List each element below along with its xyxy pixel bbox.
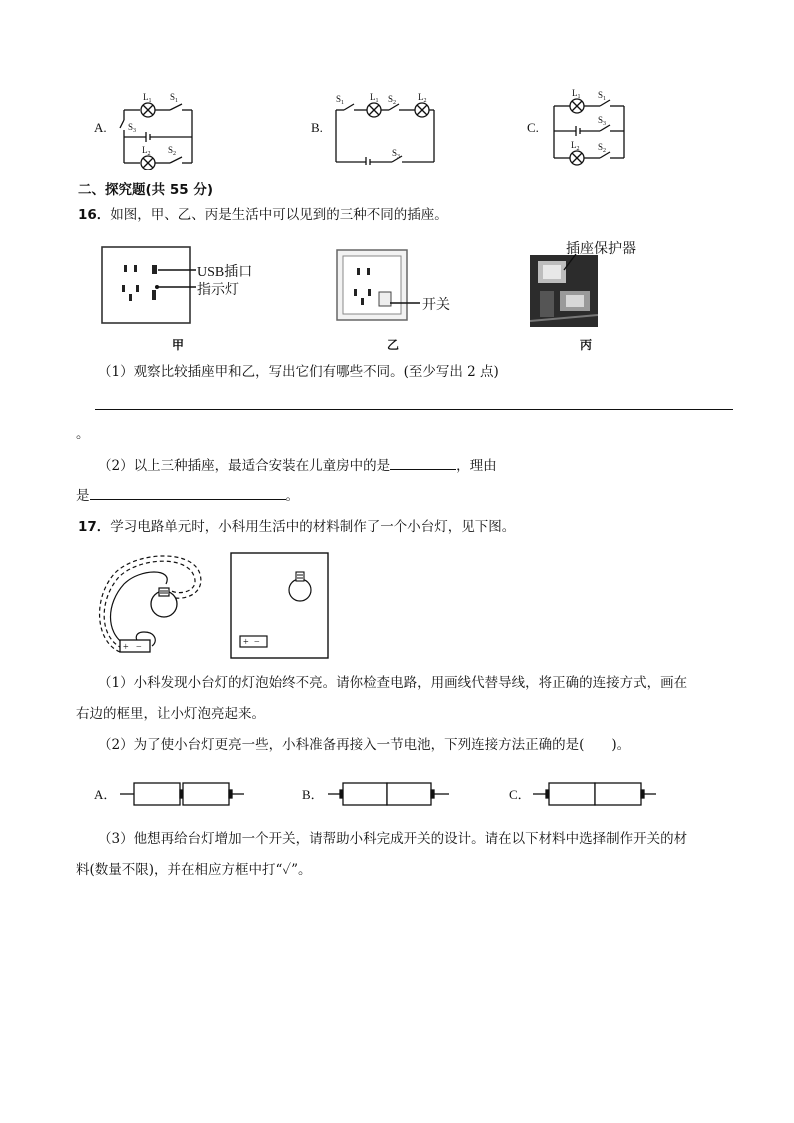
svg-text:L2: $L_2$ (418, 92, 427, 104)
question-text: 学习电路单元时，小科用生活中的材料制作了一个小台灯，见下图。 (110, 519, 516, 535)
caption-jia: 甲 (172, 338, 185, 352)
circuit-diagram-b (330, 90, 440, 165)
svg-text:S1: $S_1$ (336, 94, 345, 106)
q17-part1-line2: 右边的框里，让小灯泡亮起来。 (76, 706, 265, 722)
section-title: 二、探究题(共 55 分) (78, 182, 214, 198)
switch-label: 开关 (422, 298, 450, 313)
svg-text:L2: $L_2$ (142, 145, 151, 157)
svg-text:S2: $S_2$ (388, 94, 397, 106)
question-text: 如图，甲、乙、丙是生活中可以见到的三种不同的插座。 (110, 207, 448, 223)
question-number: 17． (78, 519, 111, 535)
socket-yi-pointer (390, 298, 420, 308)
option-b-label: B. (311, 120, 323, 135)
q17-part1-line1: （1）小科发现小台灯的灯泡始终不亮。请你检查电路，用画线代替导线，将正确的连接方式，画在 (98, 675, 688, 691)
q16-part1-period: 。 (76, 426, 90, 442)
socket-jia-pointers (152, 260, 198, 300)
q16-part1-prompt: （1）观察比较插座甲和乙，写出它们有哪些不同。(至少写出 2 点) (98, 364, 499, 380)
svg-text:L1: $L_1$ (572, 88, 581, 100)
q16-part2-prompt: （2）以上三种插座，最适合安装在儿童房中的是 (98, 458, 391, 474)
q16-part2-reason: ，理由 (456, 458, 497, 474)
q17-part3-line2: 料(数量不限)，并在相应方框中打“✓”。 (76, 862, 312, 878)
socket-yi-figure (335, 248, 410, 323)
svg-text:S2: $S_2$ (598, 142, 607, 154)
svg-text:S3: $S_3$ (598, 115, 607, 127)
svg-text:S3: $S_3$ (128, 122, 137, 134)
battery-option-c-label: C． (509, 787, 531, 802)
circuit-diagram-a (112, 90, 202, 170)
caption-bing: 丙 (580, 338, 593, 352)
usb-port-label: USB插口 (197, 265, 253, 280)
svg-text:L2: $L_2$ (571, 140, 580, 152)
socket-protector-label: 插座保护器 (566, 242, 636, 257)
indicator-light-label: 指示灯 (197, 283, 239, 298)
svg-text:S2: $S_2$ (168, 145, 177, 157)
svg-text:S1: $S_1$ (598, 90, 607, 102)
q16-part2-reason-line (76, 485, 299, 506)
battery-option-b[interactable] (328, 780, 450, 810)
svg-text:S1: $S_1$ (170, 92, 179, 104)
lamp-wire-figure (96, 552, 208, 660)
svg-text:+: + (123, 642, 129, 653)
battery-option-c[interactable] (533, 780, 657, 810)
drawing-answer-box[interactable] (230, 552, 330, 660)
q16-part2-blank-socket[interactable] (390, 455, 456, 470)
q16-part2-is: 是 (76, 488, 90, 504)
svg-text:−: − (136, 642, 142, 653)
svg-text:L1: $L_1$ (370, 92, 379, 104)
option-c-label: C. (527, 120, 539, 135)
q16-part2-blank-reason[interactable] (90, 485, 286, 500)
question-17-stem (78, 517, 515, 537)
battery-option-a[interactable] (120, 780, 245, 810)
svg-text:L1: $L_1$ (143, 92, 152, 104)
q16-part2 (98, 455, 497, 476)
battery-option-b-label: B． (302, 787, 324, 802)
svg-text:S3: $S_3$ (392, 148, 401, 160)
question-16-stem (78, 205, 448, 225)
circuit-diagram-c (548, 88, 633, 168)
q16-part2-end: 。 (285, 488, 299, 504)
svg-text:+: + (243, 637, 249, 648)
battery-option-a-label: A． (94, 787, 117, 802)
option-a-label: A. (94, 120, 107, 135)
question-number: 16． (78, 207, 111, 223)
q16-part1-answer-line[interactable] (95, 409, 733, 410)
caption-yi: 乙 (387, 338, 400, 352)
q17-part3-line1: （3）他想再给台灯增加一个开关，请帮助小科完成开关的设计。请在以下材料中选择制作开关的材 (98, 831, 688, 847)
svg-text:−: − (254, 637, 260, 648)
q17-part2-prompt: （2）为了使小台灯更亮一些，小科准备再接入一节电池，下列连接方法正确的是( )。 (98, 737, 631, 753)
